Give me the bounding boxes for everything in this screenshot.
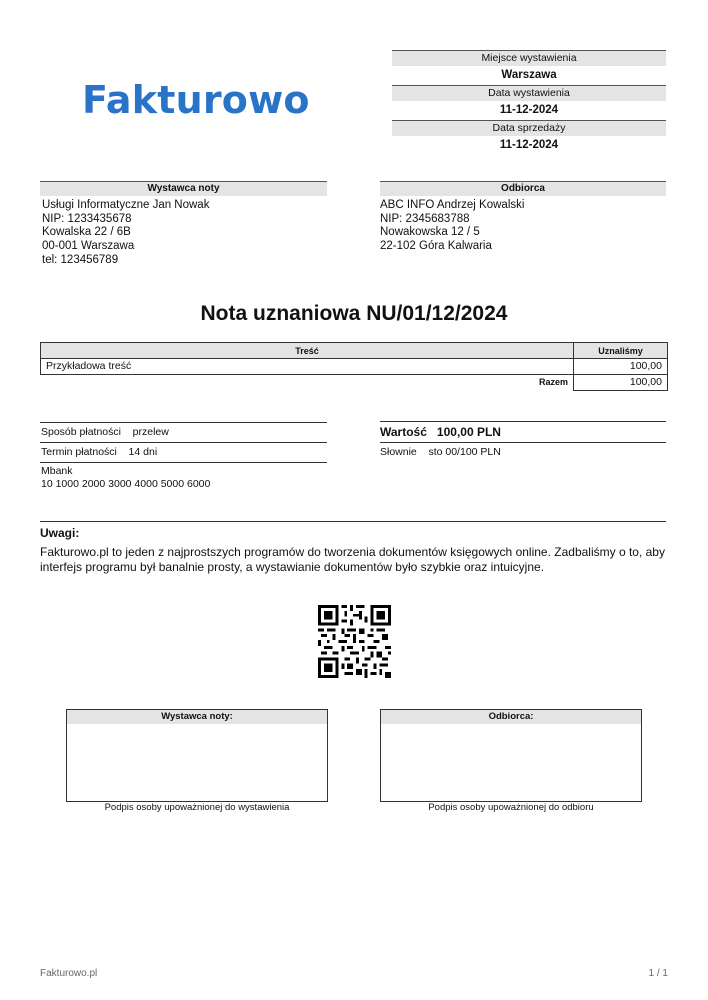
payment-term xyxy=(41,446,157,458)
amount-column-header: Uznaliśmy xyxy=(574,343,668,359)
item-amount: 100,00 xyxy=(574,359,668,375)
value-amount: 100,00 PLN xyxy=(436,425,501,439)
total-row xyxy=(41,375,668,391)
recipient-line: NIP: 2345683788 xyxy=(380,212,470,225)
issuer-section xyxy=(40,181,327,268)
payment-method xyxy=(41,426,169,438)
sale-date-label: Data sprzedaży xyxy=(392,120,666,136)
recipient-line: Nowakowska 12 / 5 xyxy=(380,226,480,239)
item-content: Przykładowa treść xyxy=(41,359,574,375)
words-value: sto 00/100 PLN xyxy=(428,446,501,458)
issuer-line: Usługi Informatyczne Jan Nowak xyxy=(42,199,210,211)
items-table xyxy=(40,342,668,391)
qr-code-icon xyxy=(318,605,391,678)
words-label: Słownie xyxy=(380,446,417,458)
value-in-words xyxy=(380,446,501,458)
sale-date-value: 11-12-2024 xyxy=(499,139,559,151)
place-value: Warszawa xyxy=(501,69,557,81)
items-header-row xyxy=(41,343,668,359)
bank-name: Mbank xyxy=(41,465,73,477)
document-title: Nota uznaniowa NU/01/12/2024 xyxy=(200,302,508,325)
recipient-signature-box xyxy=(380,709,642,802)
issue-info-box xyxy=(392,50,666,155)
content-column-header: Treść xyxy=(41,343,574,359)
issuer-signature-header: Wystawca noty: xyxy=(67,710,327,724)
payment-term-label: Termin płatności xyxy=(41,446,117,458)
payment-method-value: przelew xyxy=(132,426,169,438)
recipient-line: ABC INFO Andrzej Kowalski xyxy=(380,199,525,211)
issuer-signature-box xyxy=(66,709,328,802)
recipient-section xyxy=(380,181,666,254)
issuer-header: Wystawca noty xyxy=(40,181,327,196)
payment-method-label: Sposób płatności xyxy=(41,426,121,438)
total-label: Razem xyxy=(538,377,568,388)
issuer-line: 00-001 Warszawa xyxy=(42,240,135,253)
table-row xyxy=(41,359,668,375)
issuer-line: Kowalska 22 / 6B xyxy=(42,226,131,239)
issuer-signature-caption: Podpis osoby upoważnionej do wystawienia xyxy=(104,802,290,813)
recipient-signature-caption: Podpis osoby upoważnionej do odbioru xyxy=(428,802,594,813)
total-value: 100,00 xyxy=(574,375,668,391)
place-label: Miejsce wystawienia xyxy=(392,50,666,66)
issuer-line: tel: 123456789 xyxy=(42,253,119,266)
value-label: Wartość xyxy=(380,425,427,439)
recipient-signature-header: Odbiorca: xyxy=(381,710,641,724)
notes-text: Fakturowo.pl to jeden z najprostszych programów do tworzenia dokumentów księgowych online. Zadbaliśmy o to, aby interfejs programu był banalnie prosty, a wystawianie dokumentów było szybkie oraz intuicyjne. xyxy=(40,545,665,574)
bank-account: 10 1000 2000 3000 4000 5000 6000 xyxy=(41,478,211,490)
notes-title: Uwagi: xyxy=(40,526,80,540)
footer-site: Fakturowo.pl xyxy=(40,968,98,979)
recipient-header: Odbiorca xyxy=(380,181,666,196)
company-logo: Fakturowo xyxy=(82,78,310,122)
value-summary xyxy=(380,425,501,439)
payment-term-value: 14 dni xyxy=(128,446,158,458)
page-number: 1 / 1 xyxy=(648,968,668,979)
issue-date-value: 11-12-2024 xyxy=(499,104,559,116)
recipient-line: 22-102 Góra Kalwaria xyxy=(380,240,492,253)
issuer-line: NIP: 1233435678 xyxy=(42,212,132,225)
issue-date-label: Data wystawienia xyxy=(392,85,666,101)
